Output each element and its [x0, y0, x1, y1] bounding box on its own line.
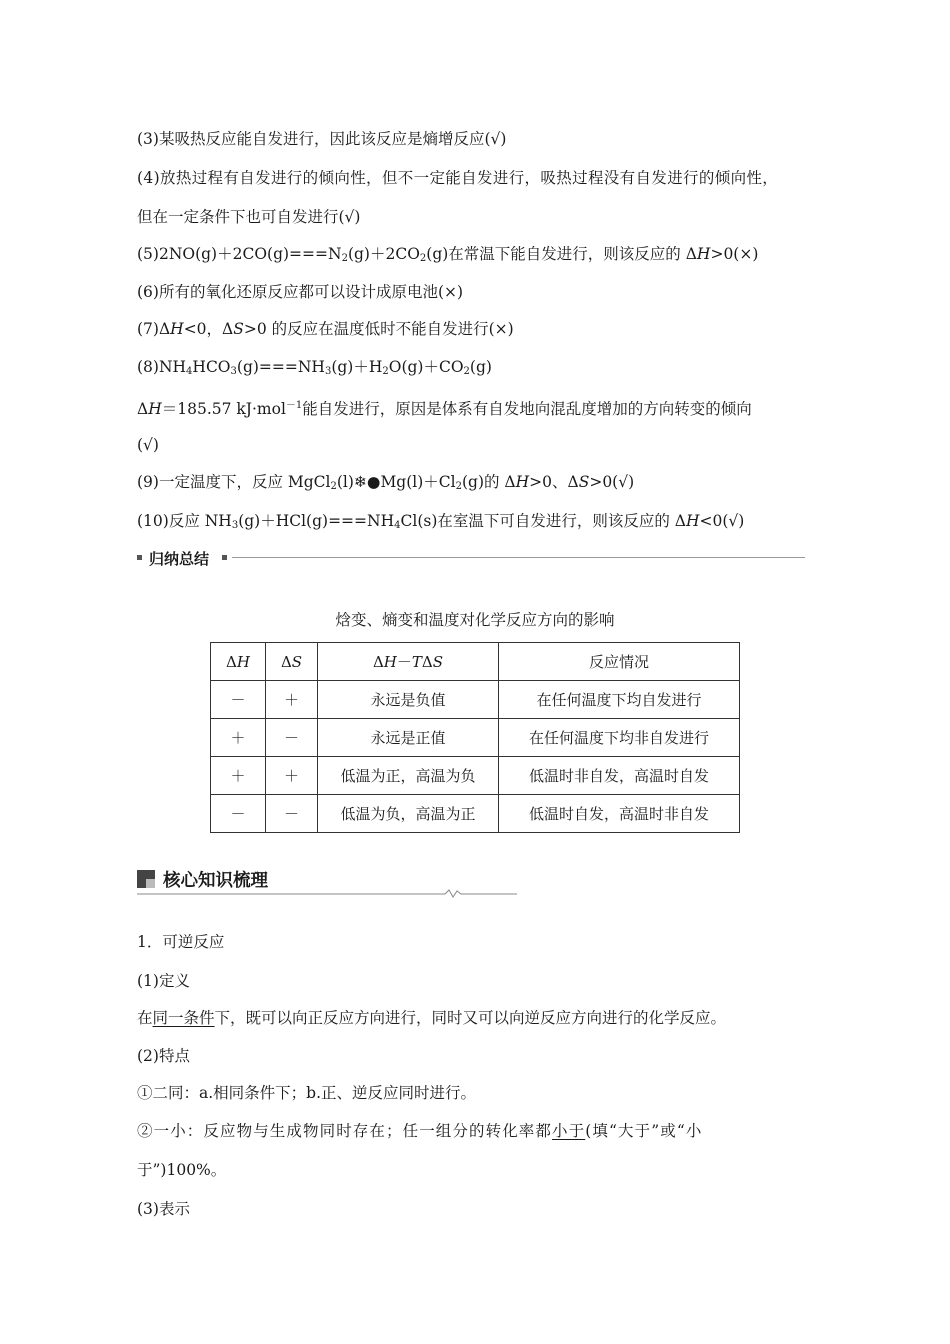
table-cell: － [211, 795, 266, 833]
table-caption: 焓变、熵变和温度对化学反应方向的影响 [335, 611, 615, 629]
item-4-line1: (4)放热过程有自发进行的倾向性，但不一定能自发进行，吸热过程没有自发进行的倾向性， [137, 169, 779, 187]
item-9: (9)一定温度下，反应 $MgCl_2(l)❄●Mg(l)+Cl_2(g)$的 ΔH>0、ΔS>0(√) [137, 473, 635, 492]
table-cell: 低温时非自发，高温时自发 [499, 757, 740, 795]
table-cell: 在任何温度下均自发进行 [499, 681, 740, 719]
header-dg: ΔH－TΔS [318, 643, 499, 681]
item-6: (6)所有的氧化还原反应都可以设计成原电池(×) [137, 283, 464, 301]
wave-divider-icon [137, 888, 517, 898]
item-8-equation: $(8)NH_4HCO_3(g)===NH_3(g)+H_2O(g)+CO_2(g)$ [137, 358, 492, 377]
enthalpy-entropy-table [210, 642, 740, 833]
table-row [211, 795, 740, 833]
section-title: 1．可逆反应 [137, 933, 225, 951]
header-ds: ΔS [266, 643, 318, 681]
feature-2: ②一小：反应物与生成物同时存在；任一组分的转化率都小于(填“大于”或“小 [137, 1122, 703, 1140]
summary-heading [137, 548, 805, 568]
table-cell: 在任何温度下均非自发进行 [499, 719, 740, 757]
heading-divider [232, 557, 805, 558]
item-3: (3)某吸热反应能自发进行，因此该反应是熵增反应(√) [137, 130, 507, 148]
representation-title: (3)表示 [137, 1200, 190, 1218]
table-cell: 低温为正，高温为负 [318, 757, 499, 795]
definition-text: 在同一条件下，既可以向正反应方向进行，同时又可以向逆反应方向进行的化学反应。 [137, 1009, 727, 1027]
table-cell: ＋ [266, 757, 318, 795]
definition-title: (1)定义 [137, 972, 190, 990]
item-10: (10)反应 $NH_3(g)+HCl(g)===NH_4Cl(s)$在室温下可自发进行，则该反应的 ΔH<0(√) [137, 512, 745, 531]
heading-square-accent-icon [146, 879, 155, 888]
table-header-row [211, 643, 740, 681]
item-5: $(5)2NO(g)+2CO(g)===N_2(g)+2CO_2(g)$在常温下能自发进行，则该反应的 ΔH>0(×) [137, 245, 759, 264]
header-dh: ΔH [211, 643, 266, 681]
table-row [211, 719, 740, 757]
summary-heading-title: 归纳总结 [149, 550, 210, 568]
bullet-square-icon [137, 555, 142, 560]
table-cell: ＋ [211, 757, 266, 795]
item-8-answer: (√) [137, 436, 159, 454]
core-knowledge-heading [137, 866, 517, 898]
features-title: (2)特点 [137, 1047, 190, 1065]
table-cell: ＋ [266, 681, 318, 719]
table-row [211, 757, 740, 795]
table-cell: － [266, 719, 318, 757]
table-cell: 永远是正值 [318, 719, 499, 757]
core-heading-title: 核心知识梳理 [163, 871, 268, 891]
header-situation: 反应情况 [499, 643, 740, 681]
feature-2-cont: 于”)100%。 [137, 1161, 227, 1179]
table-cell: － [211, 681, 266, 719]
item-8-statement: ΔH＝185.57 kJ·mol$^{-1}$能自发进行，原因是体系有自发地向混乱度增加的方向转变的倾向 [137, 400, 752, 418]
feature-1: ①二同：a.相同条件下；b.正、逆反应同时进行。 [137, 1084, 477, 1102]
bullet-square-icon [222, 555, 227, 560]
item-7: (7)ΔH<0，ΔS>0 的反应在温度低时不能自发进行(×) [137, 320, 514, 338]
table-cell: 永远是负值 [318, 681, 499, 719]
table-cell: 低温时自发，高温时非自发 [499, 795, 740, 833]
item-4-line2: 但在一定条件下也可自发进行(√) [137, 208, 361, 226]
table-cell: ＋ [211, 719, 266, 757]
table-cell: － [266, 795, 318, 833]
table-row [211, 681, 740, 719]
table-cell: 低温为负，高温为正 [318, 795, 499, 833]
